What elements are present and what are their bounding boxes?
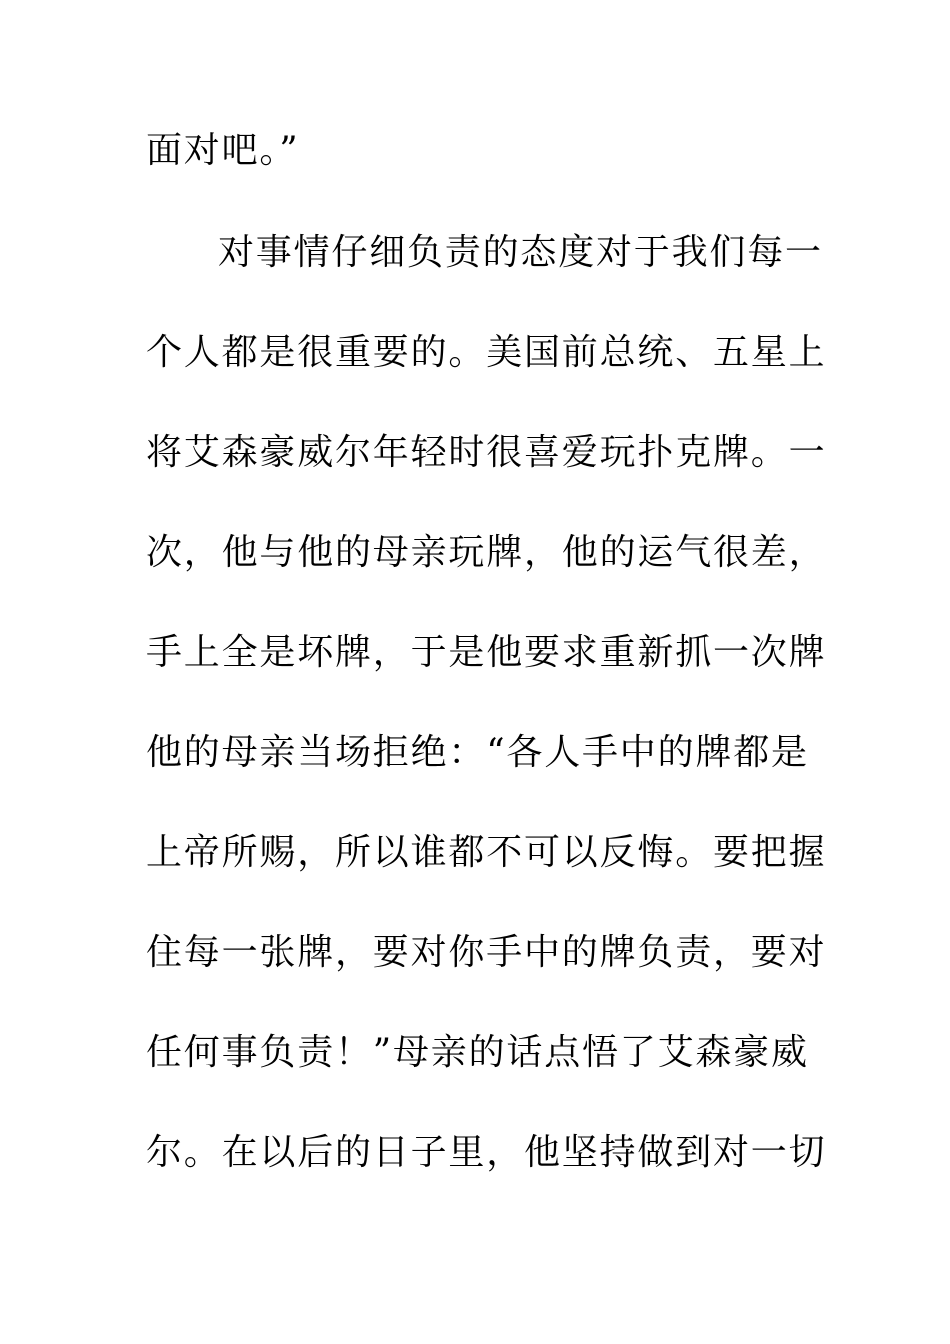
text-line: 个人都是很重要的。美国前总统、五星上	[146, 332, 827, 373]
text-line: 他的母亲当场拒绝：“各人手中的牌都是	[146, 732, 809, 773]
text-line: 上帝所赐，所以谁都不可以反悔。要把握	[146, 832, 827, 873]
text-line: 尔。在以后的日子里，他坚持做到对一切	[146, 1132, 827, 1173]
paragraph-first-line: 对事情仔细负责的态度对于我们每一	[218, 232, 823, 273]
text-line: 次，他与他的母亲玩牌，他的运气很差，	[146, 532, 827, 573]
text-line: 将艾森豪威尔年轻时很喜爱玩扑克牌。一	[146, 432, 827, 473]
text-line: 面对吧。”	[146, 130, 300, 171]
text-line: 住每一张牌，要对你手中的牌负责，要对	[146, 932, 827, 973]
text-line: 任何事负责！”母亲的话点悟了艾森豪威	[146, 1032, 809, 1073]
text-line: 手上全是坏牌，于是他要求重新抓一次牌	[146, 632, 827, 673]
